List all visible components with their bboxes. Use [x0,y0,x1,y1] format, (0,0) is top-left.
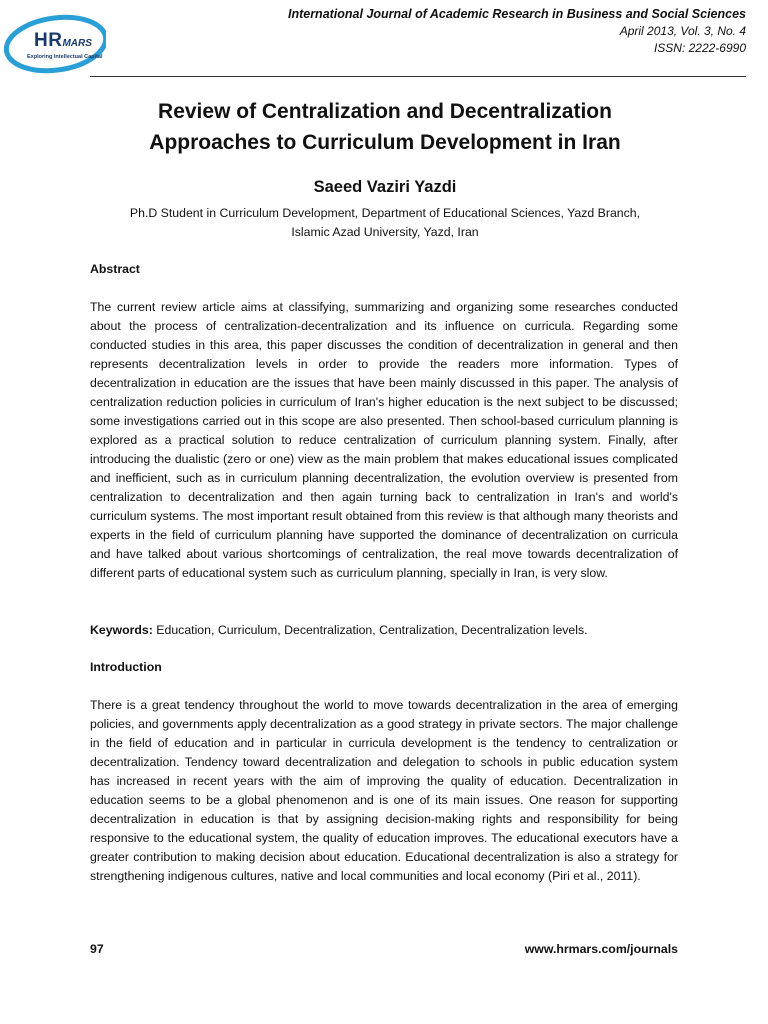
journal-header [288,6,746,57]
logo-tagline: Exploring Intellectual Capital [27,54,103,60]
logo-wordmark: HRMARS [34,30,92,51]
journal-name: International Journal of Academic Research in Business and Social Sciences [287,7,746,21]
paper-title: Review of Centralization and Decentralization Approaches to Curriculum Development in Iran [149,100,621,154]
introduction-text: There is a great tendency throughout the world to move towards decentralization in the area of emerging policies, and governments apply decentralization as a good strategy in private sectors. The major challenge in the field of education and in particular in curricula development is the tendency to centralization or decentralization. Tendency toward decentralization and delegation to schools in public education system has increased in recent years with the aim of improving the quality of education. Decentralization in education seems to be a global phenomenon and is one of its main issues. One reason for supporting decentralization in education is that by assigning decision-making rights and responsibility for being responsive to the educational system, the quality of education improves. The educational executors have a greater contribution to making decision about education. Educational decentralization is also a strategy for strengthening indigenous cultures, native and local communities and local economy (Piri et al., 2011). [90,698,678,883]
abstract-text: The current review article aims at classifying, summarizing and organizing some researches conducted about the process of centralization-decentralization and its influence on curricula. Regarding some conducted studies in this area, this paper discusses the condition of decentralization in general and then represents decentralization levels in order to provide the readers more information. Types of decentralization in education are the issues that have been mainly discussed in this paper. The analysis of centralization reduction policies in curriculum of Iran's higher education is the next subject to be discussed; some investigations carried out in this scope are also presented. Then school-based curriculum planning is explored as a practical solution to reduce centralization of curriculum planning system. Finally, after introducing the dualistic (zero or one) view as the main problem that makes educational issues complicated and inefficient, such as in curriculum planning decentralization, the evolution overview is presented from centralization to decentralization and then again turning back to centralization in Iran's and world's curriculum systems. The most important result obtained from this review is that although many theorists and experts in the field of curriculum planning have supported the dominance of decentralization on curricula and have talked about various shortcomings of centralization, the real move towards decentralization of different parts of educational system such as curriculum planning, specially in Iran, is very slow. [90,300,678,580]
header-rule [90,76,746,77]
journal-issn: ISSN: 2222-6990 [653,41,746,55]
keywords-label: Keywords: [90,623,153,637]
keywords-list: Education, Curriculum, Decentralization, Centralization, Decentralization levels. [152,623,588,637]
journal-issue: April 2013, Vol. 3, No. 4 [619,24,746,38]
page-number: 97 [90,942,104,956]
hrmars-logo [4,8,106,76]
journal-url: www.hrmars.com/journals [524,942,678,956]
author-name: Saeed Vaziri Yazdi [313,178,457,196]
author-affiliation: Ph.D Student in Curriculum Development, Department of Educational Sciences, Yazd Branch, Islamic Azad University, Yazd, Iran [129,206,641,239]
introduction-heading: Introduction [90,660,162,674]
abstract-heading: Abstract [90,262,140,276]
keywords-line [90,621,678,640]
